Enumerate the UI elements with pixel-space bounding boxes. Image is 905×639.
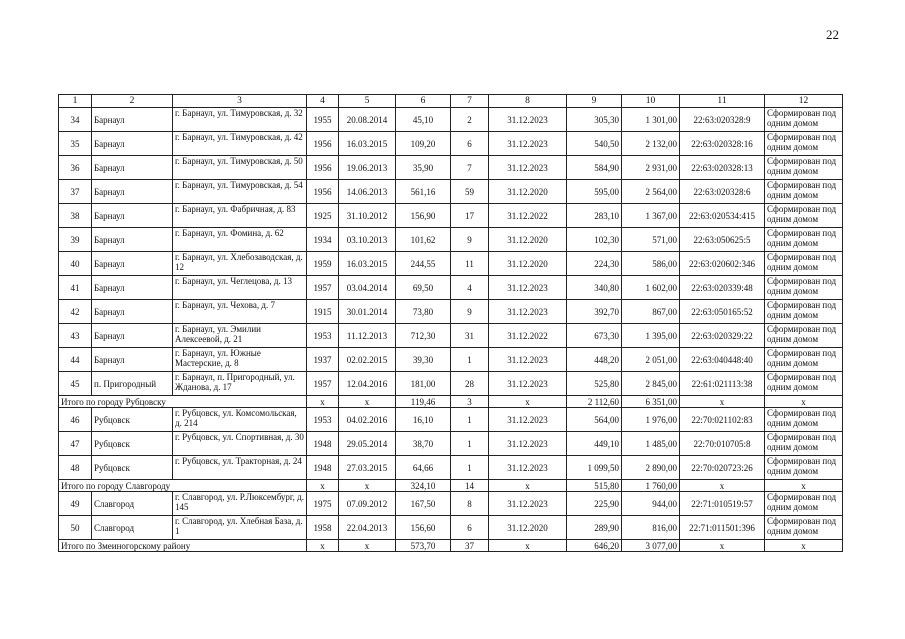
column-header: 7: [451, 95, 489, 108]
table-cell: 31.12.2023: [489, 156, 567, 180]
table-cell: г. Рубцовск, ул. Комсомольская, д. 214: [173, 408, 307, 432]
table-cell: Славгород: [92, 516, 173, 540]
table-row: [59, 408, 843, 432]
table-cell: Сформирован под одним домом: [765, 324, 843, 348]
table-cell: 45: [59, 372, 92, 396]
table-cell: 1 485,00: [622, 432, 680, 456]
table-cell: г. Барнаул, ул. Южные Мастерские, д. 8: [173, 348, 307, 372]
subtotal-cell: 37: [451, 540, 489, 552]
table-cell: г. Барнаул, ул. Фабричная, д. 83: [173, 204, 307, 228]
column-header: 4: [307, 95, 339, 108]
subtotal-cell: х: [765, 396, 843, 408]
table-cell: Барнаул: [92, 300, 173, 324]
page-number: 22: [826, 27, 839, 42]
table-cell: 22:63:020534:415: [680, 204, 765, 228]
table-cell: 1 976,00: [622, 408, 680, 432]
table-cell: 1 602,00: [622, 276, 680, 300]
table-row: [59, 516, 843, 540]
table-cell: 561,16: [396, 180, 451, 204]
table-cell: 39,30: [396, 348, 451, 372]
table-cell: 1956: [307, 180, 339, 204]
table-cell: 31: [451, 324, 489, 348]
subtotal-cell: 573,70: [396, 540, 451, 552]
table-cell: 7: [451, 156, 489, 180]
table-cell: 22:63:020339:48: [680, 276, 765, 300]
table-cell: 1956: [307, 156, 339, 180]
table-cell: 47: [59, 432, 92, 456]
table-cell: 22:70:010705:8: [680, 432, 765, 456]
table-cell: 31.12.2023: [489, 492, 567, 516]
table-cell: 40: [59, 252, 92, 276]
table-cell: 2 931,00: [622, 156, 680, 180]
table-cell: 340,80: [567, 276, 622, 300]
table-cell: 45,10: [396, 108, 451, 132]
table-row: [59, 372, 843, 396]
table-cell: Сформирован под одним домом: [765, 252, 843, 276]
table-cell: 22:71:011501:396: [680, 516, 765, 540]
table-cell: 595,00: [567, 180, 622, 204]
column-header: 11: [680, 95, 765, 108]
table-row: [59, 348, 843, 372]
table-cell: 69,50: [396, 276, 451, 300]
table-cell: п. Пригородный: [92, 372, 173, 396]
table-cell: 816,00: [622, 516, 680, 540]
table-cell: 9: [451, 228, 489, 252]
column-header: 10: [622, 95, 680, 108]
table-cell: 19.06.2013: [339, 156, 396, 180]
table-cell: г. Барнаул, ул. Тимуровская, д. 32: [173, 108, 307, 132]
table-cell: 448,20: [567, 348, 622, 372]
table-cell: 1925: [307, 204, 339, 228]
table-cell: 38,70: [396, 432, 451, 456]
subtotal-cell: х: [307, 396, 339, 408]
table-cell: Сформирован под одним домом: [765, 276, 843, 300]
table-cell: 571,00: [622, 228, 680, 252]
column-header: 2: [92, 95, 173, 108]
table-cell: Сформирован под одним домом: [765, 456, 843, 480]
table-cell: 1975: [307, 492, 339, 516]
table-cell: Сформирован под одним домом: [765, 132, 843, 156]
column-number-row: [59, 95, 843, 108]
table-body: [59, 108, 843, 552]
table-cell: 07.09.2012: [339, 492, 396, 516]
subtotal-cell: 3 077,00: [622, 540, 680, 552]
table-cell: 22.04.2013: [339, 516, 396, 540]
table-cell: 1957: [307, 372, 339, 396]
table-row: [59, 108, 843, 132]
table-cell: 867,00: [622, 300, 680, 324]
table-cell: Барнаул: [92, 180, 173, 204]
table-cell: 712,30: [396, 324, 451, 348]
table-cell: 1953: [307, 324, 339, 348]
table-cell: 102,30: [567, 228, 622, 252]
table-cell: 156,90: [396, 204, 451, 228]
table-cell: 27.03.2015: [339, 456, 396, 480]
table-cell: 22:63:050625:5: [680, 228, 765, 252]
table-cell: г. Барнаул, ул. Эмилии Алексеевой, д. 21: [173, 324, 307, 348]
table-cell: 22:63:020329:22: [680, 324, 765, 348]
table-cell: Сформирован под одним домом: [765, 204, 843, 228]
table-cell: 224,30: [567, 252, 622, 276]
table-cell: 43: [59, 324, 92, 348]
table-cell: Барнаул: [92, 156, 173, 180]
table-cell: 1: [451, 408, 489, 432]
table-cell: 1: [451, 456, 489, 480]
table-cell: 1953: [307, 408, 339, 432]
table-cell: Рубцовск: [92, 408, 173, 432]
subtotal-cell: х: [680, 480, 765, 492]
table-cell: Барнаул: [92, 132, 173, 156]
table-cell: г. Барнаул, ул. Чеглецова, д. 13: [173, 276, 307, 300]
subtotal-cell: 646,20: [567, 540, 622, 552]
column-header: 8: [489, 95, 567, 108]
table-row: [59, 276, 843, 300]
table-cell: г. Рубцовск, ул. Спортивная, д. 30: [173, 432, 307, 456]
table-row: [59, 300, 843, 324]
table-cell: 31.12.2023: [489, 300, 567, 324]
table-cell: 4: [451, 276, 489, 300]
table-cell: 31.12.2020: [489, 180, 567, 204]
subtotal-cell: х: [339, 540, 396, 552]
table-cell: 16,10: [396, 408, 451, 432]
table-cell: 101,62: [396, 228, 451, 252]
table-row: [59, 204, 843, 228]
column-header: 6: [396, 95, 451, 108]
table-cell: г. Барнаул, ул. Хлебозаводская, д. 12: [173, 252, 307, 276]
table-cell: 6: [451, 516, 489, 540]
table-cell: 22:61:021113:38: [680, 372, 765, 396]
table-cell: 1937: [307, 348, 339, 372]
table-cell: 225,90: [567, 492, 622, 516]
subtotal-cell: х: [765, 540, 843, 552]
table-cell: 944,00: [622, 492, 680, 516]
subtotal-cell: х: [765, 480, 843, 492]
table-cell: 16.03.2015: [339, 252, 396, 276]
table-cell: 1956: [307, 132, 339, 156]
table-row: [59, 228, 843, 252]
table-cell: 586,00: [622, 252, 680, 276]
table-cell: 34: [59, 108, 92, 132]
subtotal-cell: х: [307, 480, 339, 492]
table-cell: 525,80: [567, 372, 622, 396]
table-cell: 03.04.2014: [339, 276, 396, 300]
table-cell: Сформирован под одним домом: [765, 516, 843, 540]
table-cell: 2 132,00: [622, 132, 680, 156]
table-cell: 11.12.2013: [339, 324, 396, 348]
table-cell: г. Барнаул, ул. Тимуровская, д. 42: [173, 132, 307, 156]
table-cell: 31.12.2023: [489, 432, 567, 456]
table-cell: 1959: [307, 252, 339, 276]
table-cell: 50: [59, 516, 92, 540]
table-cell: Сформирован под одним домом: [765, 228, 843, 252]
table-cell: Барнаул: [92, 204, 173, 228]
table-cell: 35,90: [396, 156, 451, 180]
table-cell: 22:70:020723:26: [680, 456, 765, 480]
table-cell: 1955: [307, 108, 339, 132]
table-cell: 22:63:020328:13: [680, 156, 765, 180]
table-cell: 2: [451, 108, 489, 132]
subtotal-label: Итого по Змеиногорскому району: [59, 540, 307, 552]
table-cell: 31.12.2020: [489, 516, 567, 540]
table-cell: Сформирован под одним домом: [765, 300, 843, 324]
table-cell: 167,50: [396, 492, 451, 516]
table-cell: 181,00: [396, 372, 451, 396]
table-cell: 31.12.2020: [489, 252, 567, 276]
table-cell: г. Барнаул, ул. Тимуровская, д. 54: [173, 180, 307, 204]
subtotal-cell: 14: [451, 480, 489, 492]
table-cell: 17: [451, 204, 489, 228]
table-cell: 22:63:020328:16: [680, 132, 765, 156]
table-cell: 2 564,00: [622, 180, 680, 204]
table-row: [59, 432, 843, 456]
table-cell: Сформирован под одним домом: [765, 372, 843, 396]
table-cell: Славгород: [92, 492, 173, 516]
table-cell: 305,30: [567, 108, 622, 132]
table-row: [59, 492, 843, 516]
table-cell: 44: [59, 348, 92, 372]
table-cell: 49: [59, 492, 92, 516]
table-cell: 31.12.2022: [489, 324, 567, 348]
housing-register-table: [58, 94, 843, 552]
table-cell: 2 051,00: [622, 348, 680, 372]
table-cell: г. Барнаул, ул. Чехова, д. 7: [173, 300, 307, 324]
table-cell: 6: [451, 132, 489, 156]
table-cell: г. Славгород, ул. Р.Люксембург, д. 145: [173, 492, 307, 516]
table-cell: 289,90: [567, 516, 622, 540]
subtotal-cell: 6 351,00: [622, 396, 680, 408]
column-header: 9: [567, 95, 622, 108]
table-cell: 73,80: [396, 300, 451, 324]
table-cell: 1: [451, 432, 489, 456]
table-cell: Барнаул: [92, 252, 173, 276]
table-cell: г. Барнаул, ул. Тимуровская, д. 50: [173, 156, 307, 180]
subtotal-label: Итого по городу Славгороду: [59, 480, 307, 492]
table-cell: 22:63:040448:40: [680, 348, 765, 372]
subtotal-label: Итого по городу Рубцовску: [59, 396, 307, 408]
table-cell: Сформирован под одним домом: [765, 156, 843, 180]
subtotal-cell: х: [489, 396, 567, 408]
table-cell: 36: [59, 156, 92, 180]
subtotal-cell: х: [339, 396, 396, 408]
table-cell: Сформирован под одним домом: [765, 492, 843, 516]
table-cell: 1915: [307, 300, 339, 324]
table-cell: Сформирован под одним домом: [765, 108, 843, 132]
table-row: [59, 156, 843, 180]
table-cell: 1957: [307, 276, 339, 300]
table-cell: 1: [451, 348, 489, 372]
table-cell: 31.12.2023: [489, 108, 567, 132]
table-cell: 31.12.2023: [489, 372, 567, 396]
table-cell: г. Славгород, ул. Хлебная База, д. 1: [173, 516, 307, 540]
table-cell: 35: [59, 132, 92, 156]
table-cell: 1 395,00: [622, 324, 680, 348]
table-cell: 14.06.2013: [339, 180, 396, 204]
table-cell: 31.12.2023: [489, 132, 567, 156]
subtotal-cell: х: [680, 540, 765, 552]
table-cell: Сформирован под одним домом: [765, 432, 843, 456]
table-cell: Рубцовск: [92, 432, 173, 456]
table-cell: 16.03.2015: [339, 132, 396, 156]
table-cell: 59: [451, 180, 489, 204]
table-cell: 39: [59, 228, 92, 252]
table-row: [59, 324, 843, 348]
table-cell: 31.12.2023: [489, 456, 567, 480]
table-cell: 392,70: [567, 300, 622, 324]
subtotal-cell: х: [680, 396, 765, 408]
table-cell: 37: [59, 180, 92, 204]
subtotal-cell: х: [489, 540, 567, 552]
table-cell: 03.10.2013: [339, 228, 396, 252]
table-cell: 22:63:050165:52: [680, 300, 765, 324]
table-cell: 1958: [307, 516, 339, 540]
column-header: 3: [173, 95, 307, 108]
subtotal-cell: 324,10: [396, 480, 451, 492]
table-cell: г. Барнаул, ул. Фомина, д. 62: [173, 228, 307, 252]
table-cell: 28: [451, 372, 489, 396]
table-row: [59, 180, 843, 204]
subtotal-row: [59, 540, 843, 552]
subtotal-row: [59, 480, 843, 492]
table-cell: 283,10: [567, 204, 622, 228]
table-cell: 1 099,50: [567, 456, 622, 480]
subtotal-cell: 1 760,00: [622, 480, 680, 492]
subtotal-cell: 2 112,60: [567, 396, 622, 408]
table-row: [59, 132, 843, 156]
subtotal-cell: 119,46: [396, 396, 451, 408]
table-cell: 22:63:020602:346: [680, 252, 765, 276]
table-cell: 1 367,00: [622, 204, 680, 228]
table-row: [59, 252, 843, 276]
table-cell: Рубцовск: [92, 456, 173, 480]
column-header: 1: [59, 95, 92, 108]
table-cell: 31.10.2012: [339, 204, 396, 228]
column-header: 12: [765, 95, 843, 108]
table-cell: Барнаул: [92, 348, 173, 372]
table-cell: 12.04.2016: [339, 372, 396, 396]
table-cell: 449,10: [567, 432, 622, 456]
table-cell: 2 890,00: [622, 456, 680, 480]
table-cell: 38: [59, 204, 92, 228]
table-cell: 31.12.2023: [489, 276, 567, 300]
table-cell: 22:70:021102:83: [680, 408, 765, 432]
table-cell: 564,00: [567, 408, 622, 432]
table-cell: 1948: [307, 456, 339, 480]
table-cell: 540,50: [567, 132, 622, 156]
table-cell: 31.12.2020: [489, 228, 567, 252]
table-row: [59, 456, 843, 480]
column-header: 5: [339, 95, 396, 108]
table-cell: Барнаул: [92, 108, 173, 132]
subtotal-cell: х: [307, 540, 339, 552]
table-cell: 46: [59, 408, 92, 432]
table-cell: 31.12.2022: [489, 204, 567, 228]
table-cell: 244,55: [396, 252, 451, 276]
table-cell: 673,30: [567, 324, 622, 348]
table-cell: 1 301,00: [622, 108, 680, 132]
table-cell: 109,20: [396, 132, 451, 156]
table-cell: 31.12.2023: [489, 348, 567, 372]
table-cell: 9: [451, 300, 489, 324]
table-cell: 2 845,00: [622, 372, 680, 396]
table-cell: г. Рубцовск, ул. Тракторная, д. 24: [173, 456, 307, 480]
table-cell: 20.08.2014: [339, 108, 396, 132]
subtotal-cell: х: [489, 480, 567, 492]
table-cell: 48: [59, 456, 92, 480]
table-cell: 04.02.2016: [339, 408, 396, 432]
table-cell: 41: [59, 276, 92, 300]
table-cell: 1934: [307, 228, 339, 252]
table-cell: 584,90: [567, 156, 622, 180]
table-cell: 8: [451, 492, 489, 516]
table-cell: 22:63:020328:9: [680, 108, 765, 132]
subtotal-cell: 515,80: [567, 480, 622, 492]
table-cell: 156,60: [396, 516, 451, 540]
table-cell: 02.02.2015: [339, 348, 396, 372]
table-cell: г. Барнаул, п. Пригородный, ул. Жданова, д. 17: [173, 372, 307, 396]
table-cell: Сформирован под одним домом: [765, 348, 843, 372]
table-cell: 42: [59, 300, 92, 324]
subtotal-row: [59, 396, 843, 408]
table-cell: Барнаул: [92, 276, 173, 300]
table-cell: 1948: [307, 432, 339, 456]
table-cell: 29.05.2014: [339, 432, 396, 456]
table-cell: Сформирован под одним домом: [765, 408, 843, 432]
table-cell: Сформирован под одним домом: [765, 180, 843, 204]
table-cell: 64,66: [396, 456, 451, 480]
subtotal-cell: 3: [451, 396, 489, 408]
table-cell: Барнаул: [92, 324, 173, 348]
table-cell: 30.01.2014: [339, 300, 396, 324]
subtotal-cell: х: [339, 480, 396, 492]
table-cell: 22:63:020328:6: [680, 180, 765, 204]
table-cell: 22:71:010519:57: [680, 492, 765, 516]
table-cell: 31.12.2023: [489, 408, 567, 432]
table-cell: 11: [451, 252, 489, 276]
table-cell: Барнаул: [92, 228, 173, 252]
